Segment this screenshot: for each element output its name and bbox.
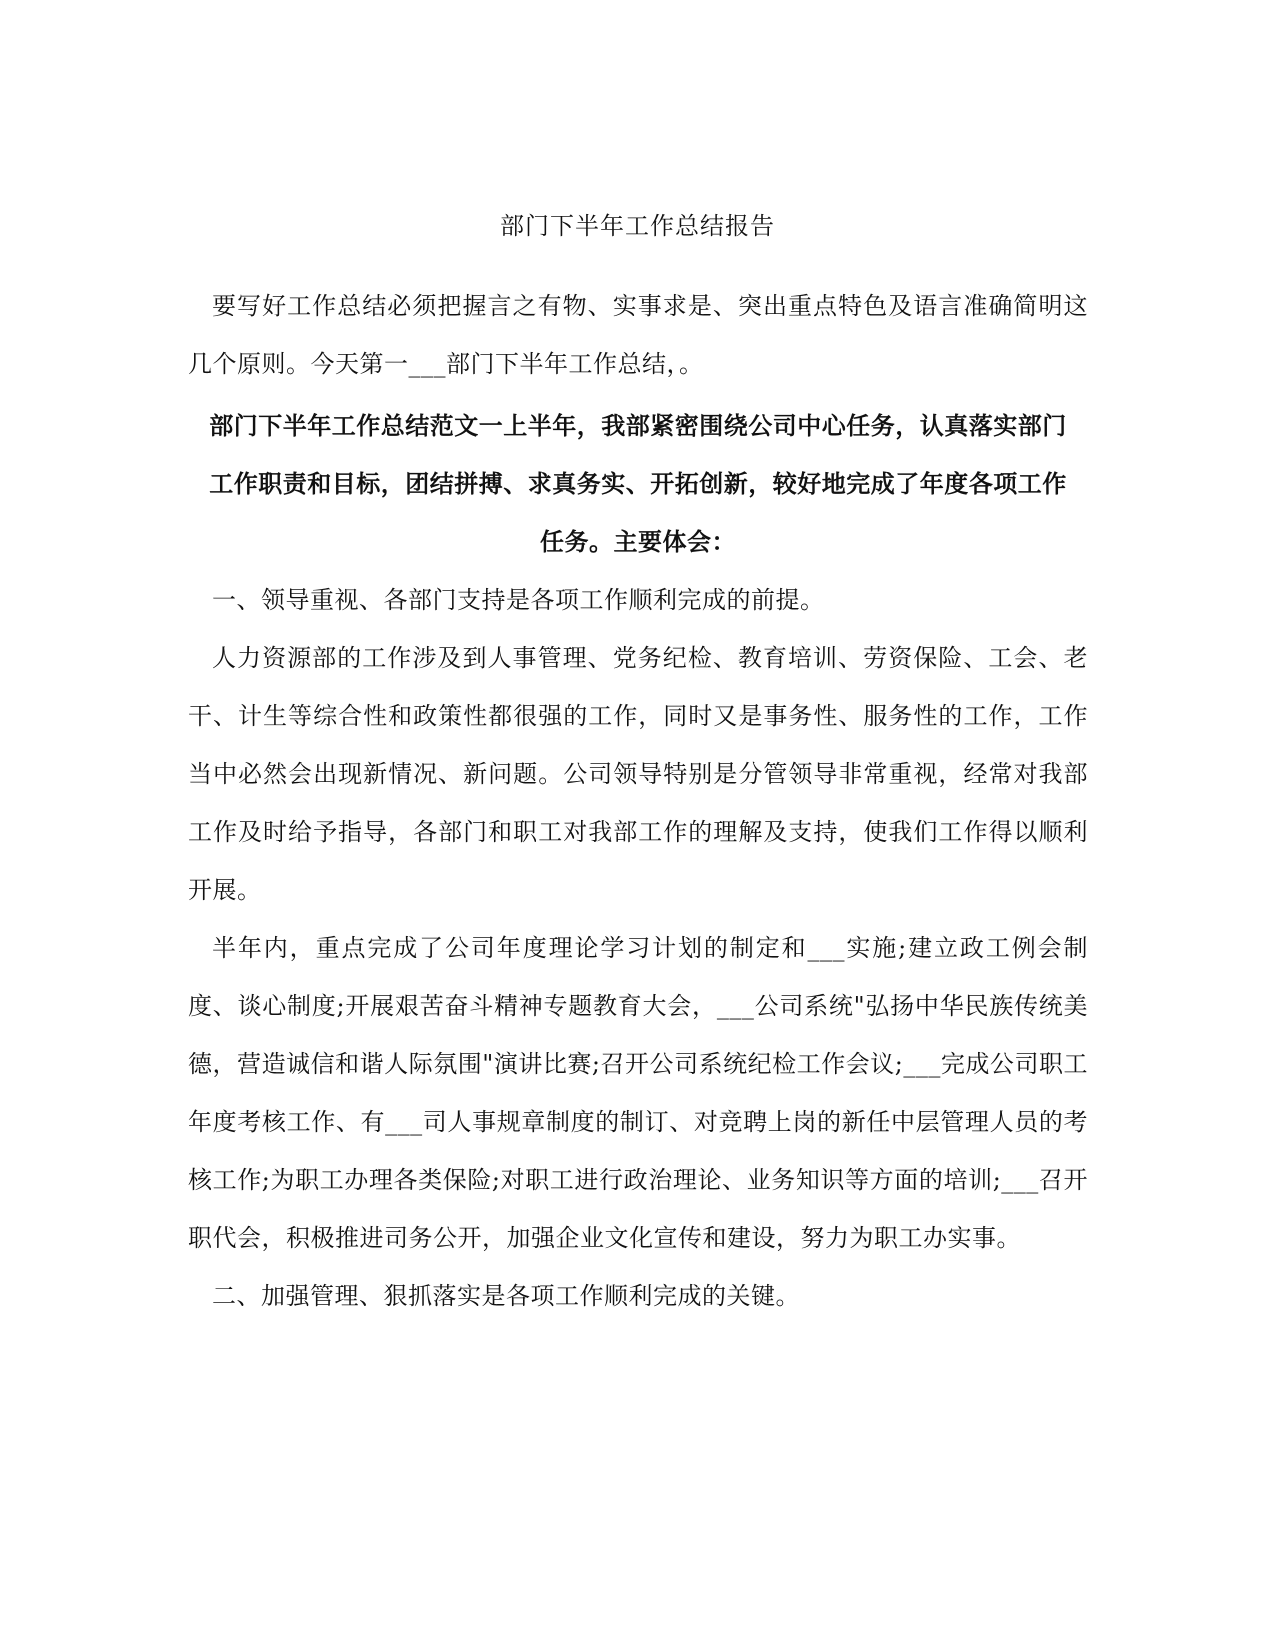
summary-heading-paragraph: 部门下半年工作总结范文一上半年，我部紧密围绕公司中心任务，认真落实部门工作职责和目标，团结拼搏、求真务实、开拓创新，较好地完成了年度各项工作任务。主要体会： [209,411,1067,556]
half-year-achievements-paragraph: 半年内，重点完成了公司年度理论学习计划的制定和___实施;建立政工例会制度、谈心制度;开展艰苦奋斗精神专题教育大会，___公司系统"弘扬中华民族传统美德，营造诚信和谐人际氛围"演讲比赛;召开公司系统纪检工作会议;___完成公司职工年度考核工作、有___司人事规章制度的制订、对竞聘上岗的新任中层管理人员的考核工作;为职工办理各类保险;对职工进行政治理论、业务知识等方面的培训;___召开职代会，积极推进司务公开，加强企业文化宣传和建设，努力为职工办实事。 [188,934,1088,1252]
section-two-heading: 二、加强管理、狠抓落实是各项工作顺利完成的关键。 [212,1282,800,1310]
section-one-heading: 一、领导重视、各部门支持是各项工作顺利完成的前提。 [212,586,825,614]
document-title: 部门下半年工作总结报告 [500,212,775,240]
hr-work-paragraph: 人力资源部的工作涉及到人事管理、党务纪检、教育培训、劳资保险、工会、老干、计生等综合性和政策性都很强的工作，同时又是事务性、服务性的工作，工作当中必然会出现新情况、新问题。公司领导特别是分管领导非常重视，经常对我部工作及时给予指导，各部门和职工对我部工作的理解及支持，使我们工作得以顺利开展。 [188,644,1088,904]
document-body [188,277,1088,1325]
intro-paragraph: 要写好工作总结必须把握言之有物、实事求是、突出重点特色及语言准确简明这几个原则。今天第一___部门下半年工作总结，。 [188,292,1088,378]
